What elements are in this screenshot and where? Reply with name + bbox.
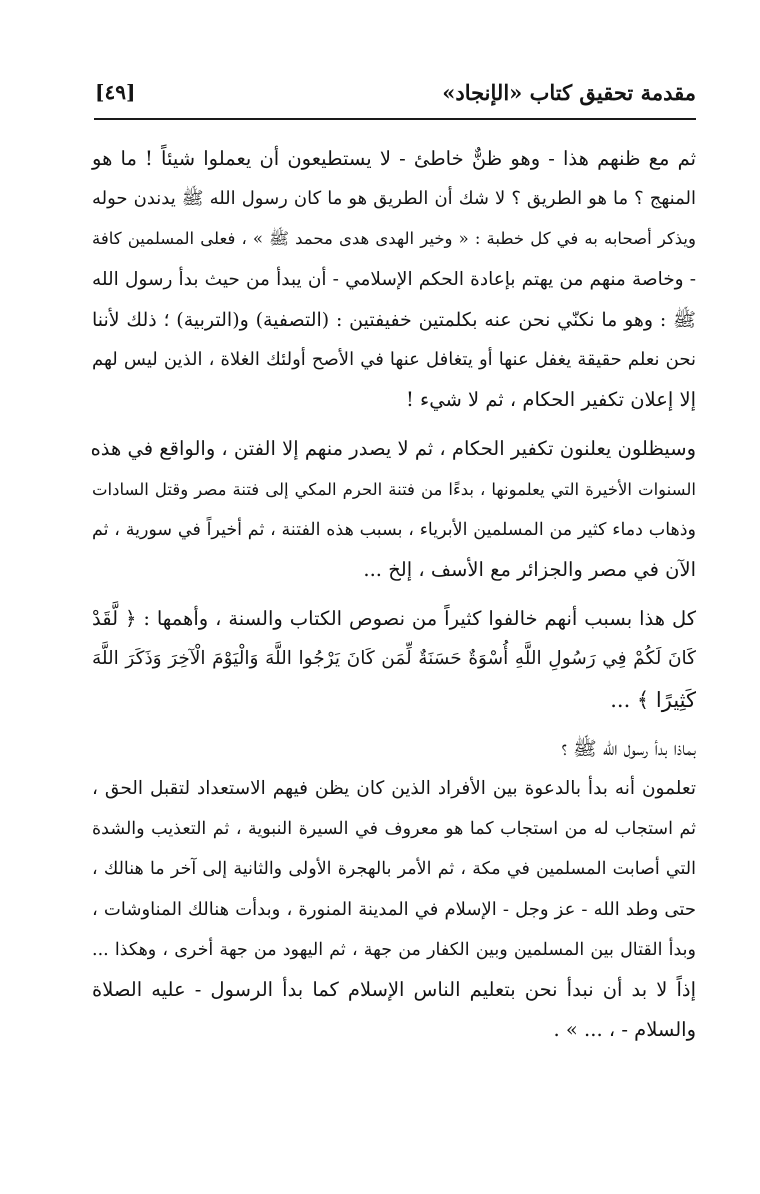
running-header [95, 70, 696, 114]
body-text [92, 139, 696, 1050]
text-line: ﷺ : وهو ما نكنّي نحن عنه بكلمتين خفيفتين : (التصفية) و(التربية) ؛ ذلك لأننا [92, 308, 696, 331]
text-line: السنوات الأخيرة التي يعلمونها ، بدءًا من فتنة الحرم المكي إلى فتنة مصر وقتل السادات [92, 479, 696, 499]
text-line: كل هذا بسبب أنهم خالفوا كثيراً من نصوص الكتاب والسنة ، وأهمها : ﴿ لَّقَدْ [92, 607, 696, 631]
text-line: - وخاصة منهم من يهتم بإعادة الحكم الإسلامي - أن يبدأ من حيث بدأ رسول الله [92, 268, 696, 290]
text-line: إذاً لا بد أن نبدأ نحن بتعليم الناس الإسلام كما بدأ الرسول - عليه الصلاة [92, 978, 696, 1002]
text-line: وبدأ القتال بين المسلمين وبين الكفار من جهة ، ثم اليهود من جهة أخرى ، وهكذا ... [92, 939, 696, 960]
text-line: ويذكر أصحابه به في كل خطبة : « وخير الهدى هدى محمد ﷺ » ، فعلى المسلمين كافة [92, 229, 696, 249]
text-line: التي أصابت المسلمين في مكة ، ثم الأمر بالهجرة الأولى والثانية إلى آخر ما هنالك ، [92, 859, 696, 880]
text-line: تعلمون أنه بدأ بالدعوة بين الأفراد الذين كان يظن فيهم الاستعداد لتقبل الحق ، [92, 778, 696, 800]
text-line: المنهج ؟ ما هو الطريق ؟ لا شك أن الطريق هو ما كان رسول الله ﷺ يدندن حوله [92, 188, 696, 210]
text-line: وذهاب دماء كثير من المسلمين الأبرياء ، بسبب هذه الفتنة ، ثم أخيراً في سورية ، ثم [92, 519, 696, 540]
header-title: مقدمة تحقيق كتاب «الإنجاد» [442, 79, 696, 105]
text-line: وسيظلون يعلنون تكفير الحكام ، ثم لا يصدر منهم إلا الفتن ، والواقع في هذه [90, 437, 696, 461]
text-line: والسلام - ، ... » . [553, 1018, 696, 1042]
text-line: بماذا بدأ رسول الله ﷺ ؟ [561, 736, 696, 760]
page-number: [٤٩] [95, 80, 136, 104]
quran-verse-line: كَانَ لَكُمْ فِي رَسُولِ اللَّهِ أُسْوَةٌ حَسَنَةٌ لِّمَن كَانَ يَرْجُوا اللَّهَ وَالْيَوْمَ الْآخِرَ وَذَكَرَ اللَّهَ [92, 648, 696, 670]
header-rule [94, 118, 696, 120]
quran-verse-line: كَثِيرًا ﴾ ... [610, 687, 696, 712]
text-line: نحن نعلم حقيقة يغفل عنها أو يتغافل عنها في الأصح أولئك الغلاة ، الذين ليس لهم [92, 349, 696, 371]
text-line: ثم مع ظنهم هذا - وهو ظنٌّ خاطئ - لا يستطيعون أن يعملوا شيئاً ! ما هو [92, 147, 696, 170]
text-line: حتى وطد الله - عز وجل - الإسلام في المدينة المنورة ، وبدأت هنالك المناوشات ، [92, 898, 696, 920]
text-line: الآن في مصر والجزائر مع الأسف ، إلخ ... [363, 558, 696, 582]
text-line: إلا إعلان تكفير الحكام ، ثم لا شيء ! [406, 388, 696, 412]
text-line: ثم استجاب له من استجاب كما هو معروف في السيرة النبوية ، ثم التعذيب والشدة [92, 819, 696, 840]
